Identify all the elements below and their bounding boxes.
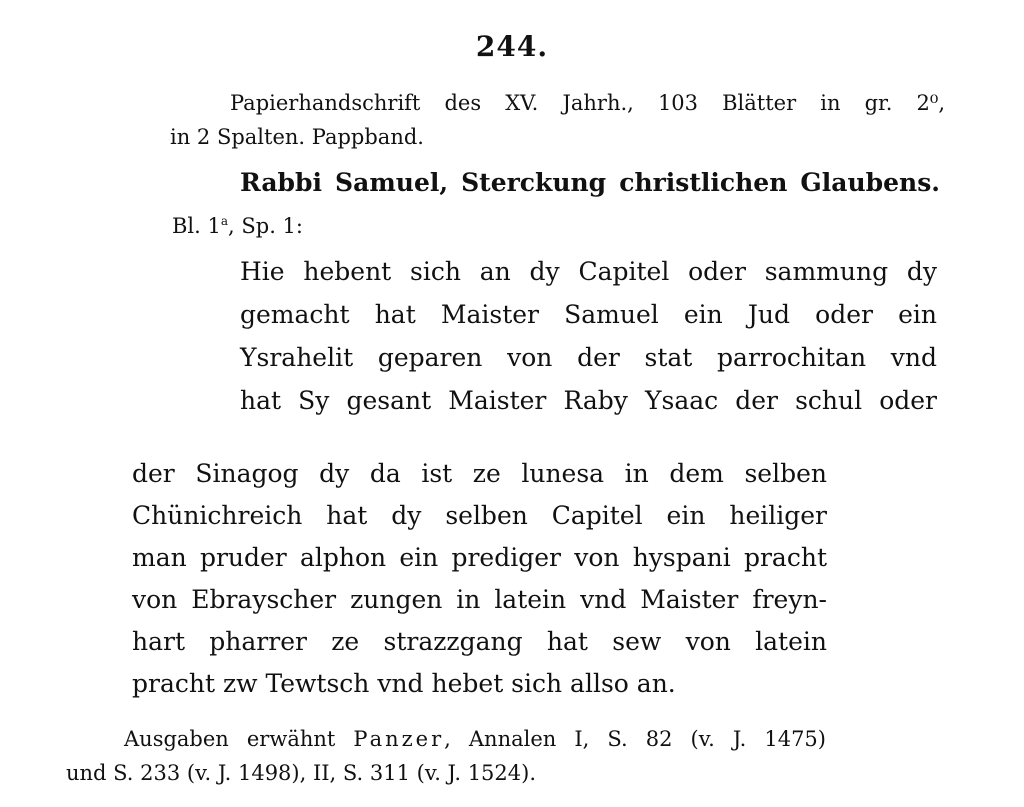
text-line: Chünichreich hat dy selben Capitel ein heiliger: [132, 501, 827, 530]
folio-prefix: Bl. 1: [172, 214, 221, 238]
quoted-text-block-2: [132, 453, 827, 705]
editions-line-1: [66, 722, 826, 756]
editions-line-2: und S. 233 (v. J. 1498), II, S. 311 (v. J. 1524).: [66, 761, 537, 785]
folio-superscript: a: [220, 214, 229, 228]
text-line: man pruder alphon ein prediger von hyspani pracht: [132, 543, 827, 572]
text-line: gemacht hat Maister Samuel ein Jud oder ein: [240, 300, 937, 329]
work-title: Rabbi Samuel, Sterckung christlichen Glaubens.: [240, 168, 940, 197]
text-line: der Sinagog dy da ist ze lunesa in dem selben: [132, 459, 827, 488]
editions-line-1-end: , Annalen I, S. 82 (v. J. 1475): [444, 727, 826, 751]
quoted-text-block-1: [240, 250, 937, 422]
text-line: Hie hebent sich an dy Capitel oder sammung dy: [240, 257, 937, 286]
page-number: 244.: [475, 30, 549, 63]
description-line-2: in 2 Spalten. Pappband.: [170, 125, 424, 149]
editions-line-1-start: Ausgaben erwähnt: [124, 727, 354, 751]
author-name: Panzer: [353, 727, 445, 751]
folio-reference: [172, 214, 303, 238]
text-line: pracht zw Tewtsch vnd hebet sich allso an.: [132, 669, 676, 698]
text-line: hat Sy gesant Maister Raby Ysaac der schul oder: [240, 386, 937, 415]
description-line-1: Papierhandschrift des XV. Jahrh., 103 Blätter in gr. 2⁰,: [230, 91, 945, 115]
text-line: Ysrahelit geparen von der stat parrochitan vnd: [240, 343, 937, 372]
text-line: von Ebrayscher zungen in latein vnd Maister freyn-: [132, 585, 827, 614]
editions-note: [66, 722, 826, 790]
text-line: hart pharrer ze strazzgang hat sew von latein: [132, 627, 827, 656]
folio-suffix: , Sp. 1:: [228, 214, 303, 238]
manuscript-description: [170, 86, 945, 154]
